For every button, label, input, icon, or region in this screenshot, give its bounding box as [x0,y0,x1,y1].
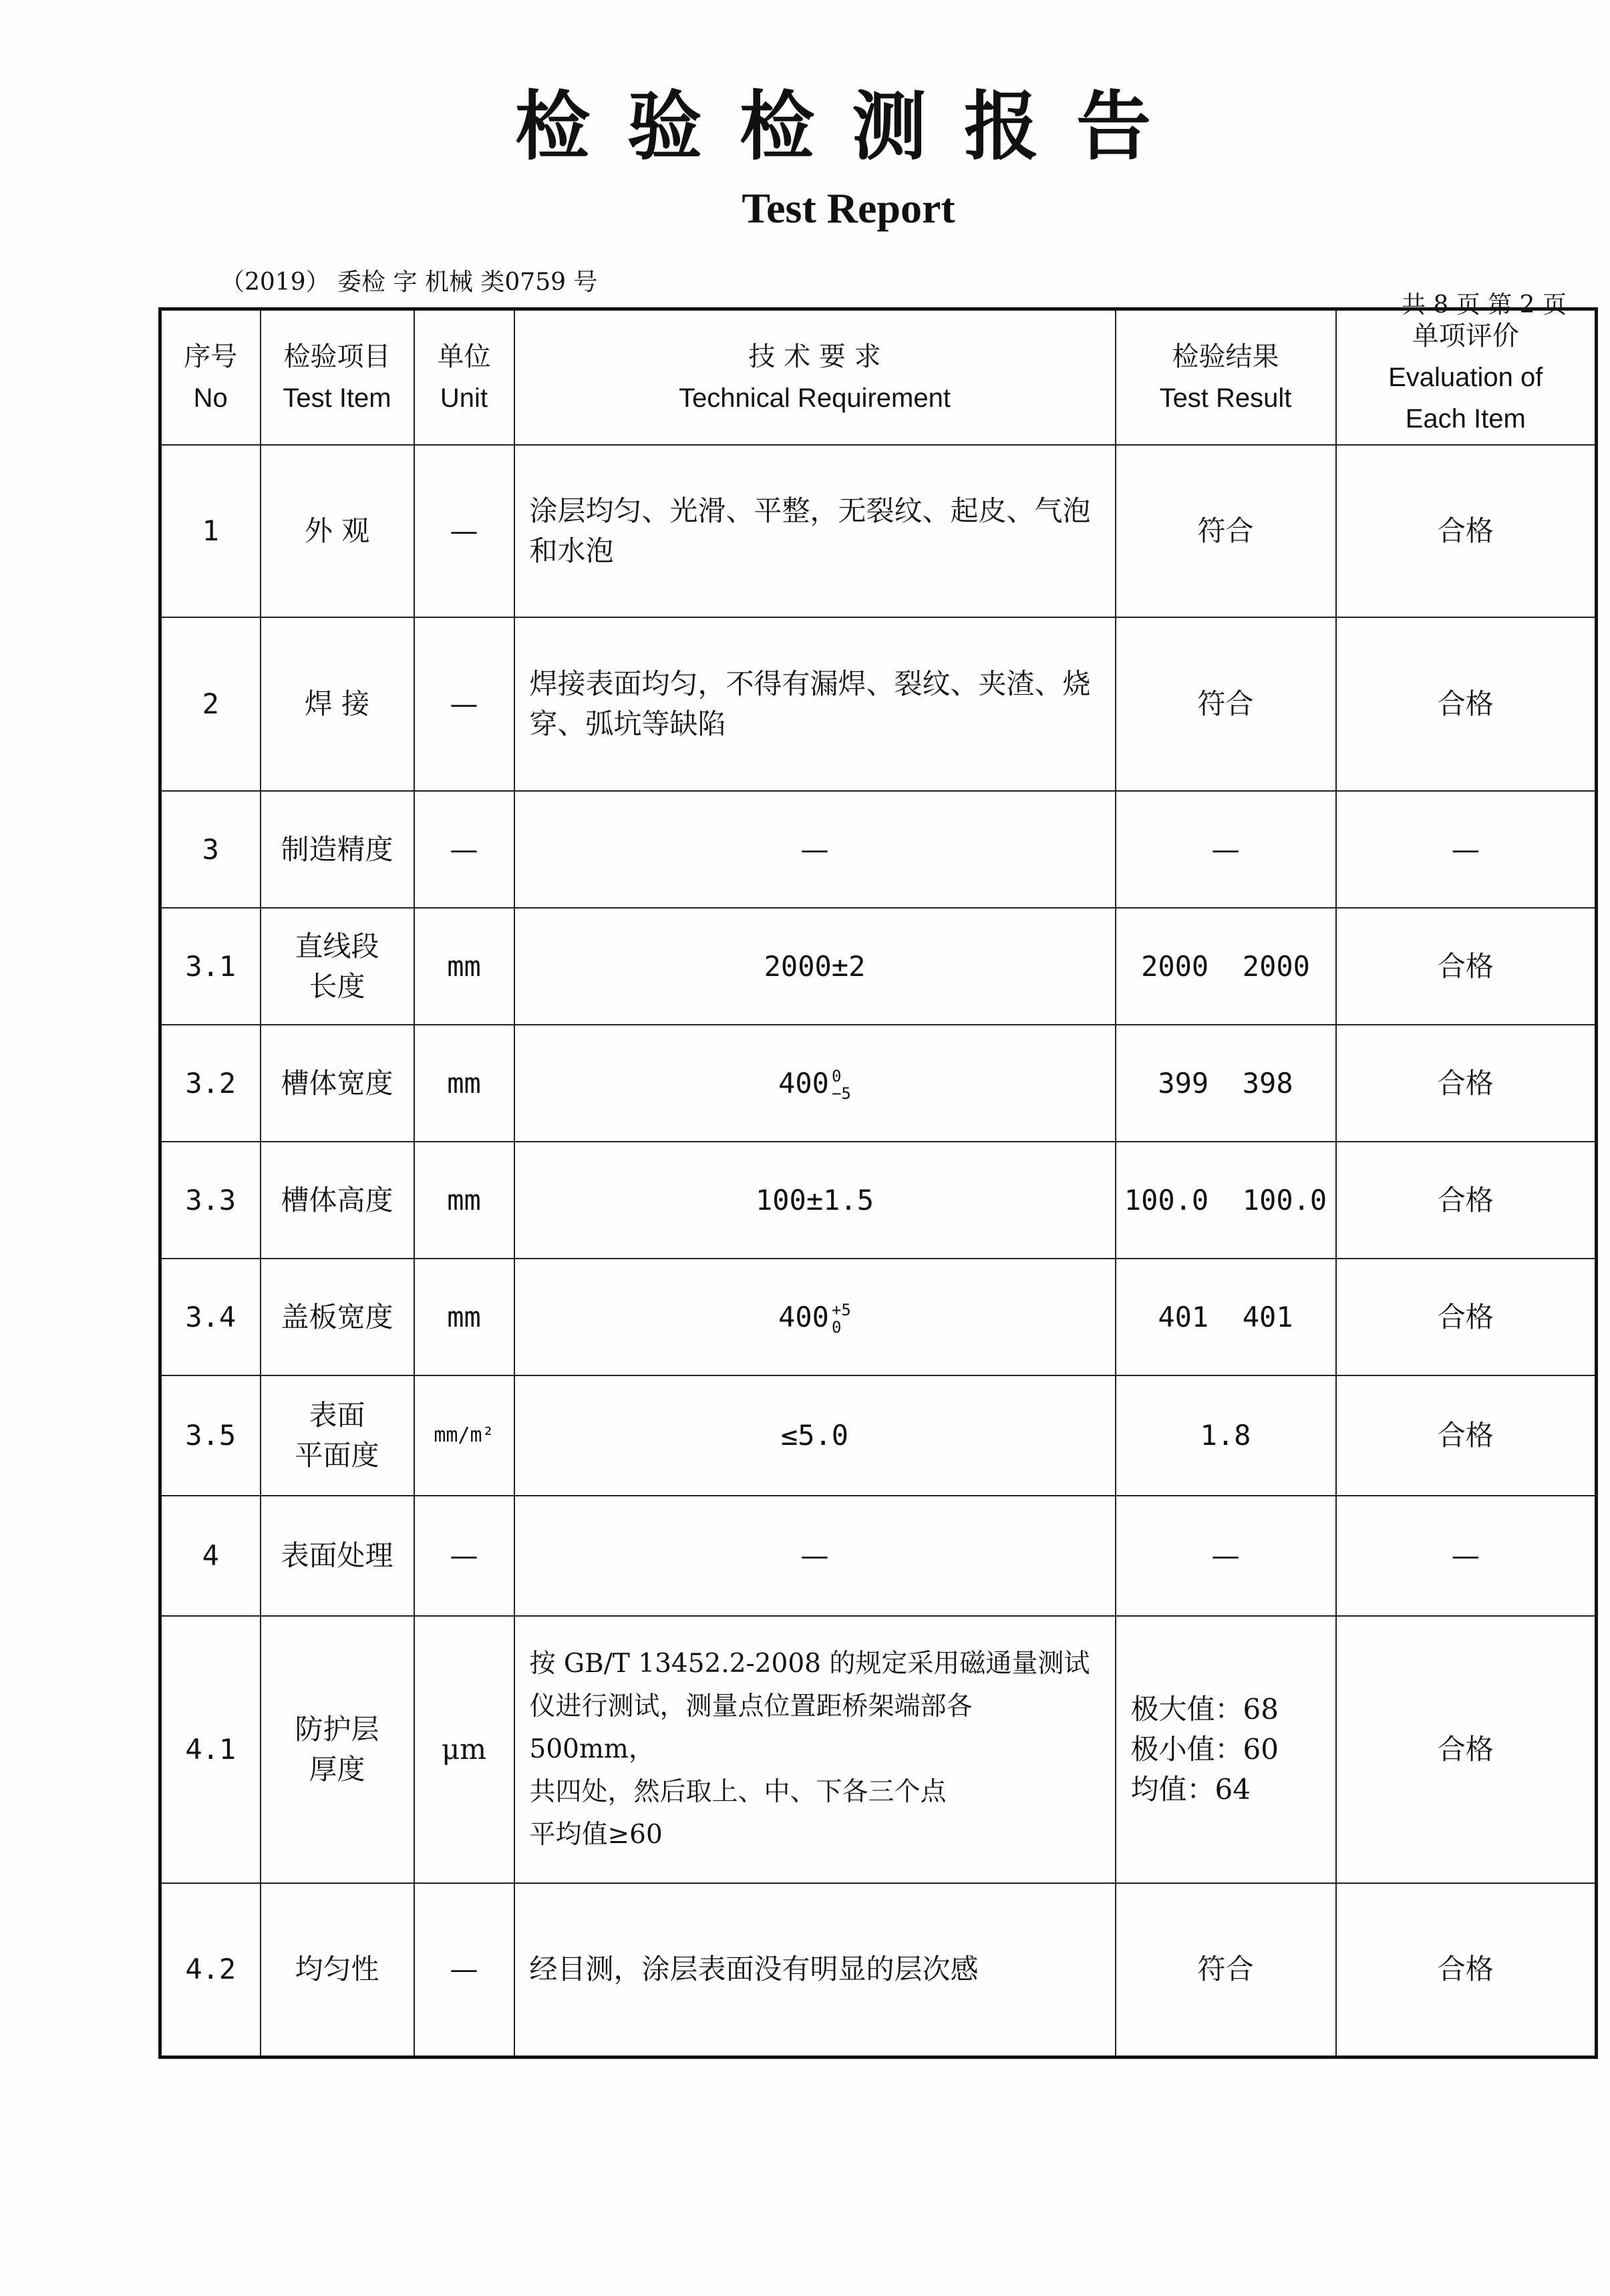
cell-unit: — [414,617,514,791]
cell-requirement: 按 GB/T 13452.2-2008 的规定采用磁通量测试 仪进行测试，测量点位置距桥架端部各 500mm， 共四处，然后取上、中、下各三个点 平均值≥60 [514,1616,1116,1883]
table-row [160,1496,1597,1616]
cell-no: 4 [160,1496,261,1616]
cell-evaluation: 合格 [1336,1616,1597,1883]
table-row [160,1025,1597,1142]
cell-unit: — [414,791,514,908]
page-indicator: 共 8 页 第 2 页 [1401,291,1567,319]
cell-requirement: 焊接表面均匀，不得有漏焊、裂纹、夹渣、烧穿、弧坑等缺陷 [514,617,1116,791]
table-row [160,1375,1597,1496]
cell-requirement [514,1025,1116,1142]
cell-no: 3.1 [160,908,261,1025]
cell-item: 表面 平面度 [261,1375,414,1496]
cell-unit: mm/m² [414,1375,514,1496]
table-row [160,1883,1597,2057]
cell-no: 3.3 [160,1142,261,1259]
cell-result: 极大值：68 极小值：60 均值：64 [1116,1616,1336,1883]
cell-requirement: 涂层均匀、光滑、平整，无裂纹、起皮、气泡和水泡 [514,445,1116,617]
table-header-row [160,309,1597,446]
col-header-result: 检验结果 Test Result [1116,309,1336,446]
table-row [160,617,1597,791]
cell-unit: — [414,1496,514,1616]
report-title-cn: 检验检测报告 [515,84,1188,170]
cell-result: — [1116,1496,1336,1616]
cell-result: 符合 [1116,1883,1336,2057]
cell-item: 表面处理 [261,1496,414,1616]
cell-evaluation: 合格 [1336,1883,1597,2057]
table-row [160,1616,1597,1883]
table-row [160,1142,1597,1259]
cell-result: 符合 [1116,617,1336,791]
cell-evaluation: 合格 [1336,1025,1597,1142]
cell-requirement [514,1259,1116,1375]
cell-item: 盖板宽度 [261,1259,414,1375]
cell-unit: mm [414,1142,514,1259]
cell-unit: — [414,445,514,617]
cell-requirement: 经目测，涂层表面没有明显的层次感 [514,1883,1116,2057]
cell-evaluation: 合格 [1336,445,1597,617]
cell-no: 4.1 [160,1616,261,1883]
tolerance-limits: 0 −5 [831,1067,851,1103]
cell-unit: mm [414,1259,514,1375]
cell-item: 均匀性 [261,1883,414,2057]
cell-no: 3.4 [160,1259,261,1375]
cell-item: 外 观 [261,445,414,617]
cell-unit: — [414,1883,514,2057]
tolerance-base: 400 [778,1300,829,1333]
cell-item: 制造精度 [261,791,414,908]
cell-evaluation: 合格 [1336,1259,1597,1375]
col-header-item: 检验项目 Test Item [261,309,414,446]
tolerance-limits: +5 0 [831,1301,851,1337]
cell-requirement: ≤5.0 [514,1375,1116,1496]
cell-result: 2000 2000 [1116,908,1336,1025]
report-title-en: Test Report [742,184,955,232]
cell-item: 直线段 长度 [261,908,414,1025]
cell-result: 401 401 [1116,1259,1336,1375]
cell-no: 1 [160,445,261,617]
cell-result: 100.0 100.0 [1116,1142,1336,1259]
col-header-evaluation: 单项评价 Evaluation of Each Item [1336,309,1597,446]
cell-item: 槽体高度 [261,1142,414,1259]
cell-evaluation: 合格 [1336,1142,1597,1259]
cell-item: 防护层 厚度 [261,1616,414,1883]
cell-no: 4.2 [160,1883,261,2057]
cell-requirement: — [514,1496,1116,1616]
cell-evaluation: 合格 [1336,908,1597,1025]
cell-result: — [1116,791,1336,908]
cell-evaluation: 合格 [1336,617,1597,791]
tolerance-base: 400 [778,1066,829,1100]
cell-result: 符合 [1116,445,1336,617]
table-row [160,1259,1597,1375]
cell-evaluation: 合格 [1336,1375,1597,1496]
cell-evaluation: — [1336,1496,1597,1616]
test-results-table [158,307,1598,2059]
cell-result: 1.8 [1116,1375,1336,1496]
cell-unit: μm [414,1616,514,1883]
cell-unit: mm [414,908,514,1025]
col-header-unit: 单位 Unit [414,309,514,446]
cell-no: 3.2 [160,1025,261,1142]
table-row [160,791,1597,908]
cell-result: 399 398 [1116,1025,1336,1142]
col-header-no: 序号 No [160,309,261,446]
table-row [160,908,1597,1025]
col-header-requirement: 技 术 要 求 Technical Requirement [514,309,1116,446]
cell-no: 3 [160,791,261,908]
report-number: （2019） 委检 字 机械 类0759 号 [220,269,598,296]
cell-evaluation: — [1336,791,1597,908]
cell-item: 焊 接 [261,617,414,791]
cell-requirement: — [514,791,1116,908]
cell-requirement: 100±1.5 [514,1142,1116,1259]
cell-item: 槽体宽度 [261,1025,414,1142]
cell-no: 2 [160,617,261,791]
cell-unit: mm [414,1025,514,1142]
cell-requirement: 2000±2 [514,908,1116,1025]
cell-no: 3.5 [160,1375,261,1496]
table-row [160,445,1597,617]
